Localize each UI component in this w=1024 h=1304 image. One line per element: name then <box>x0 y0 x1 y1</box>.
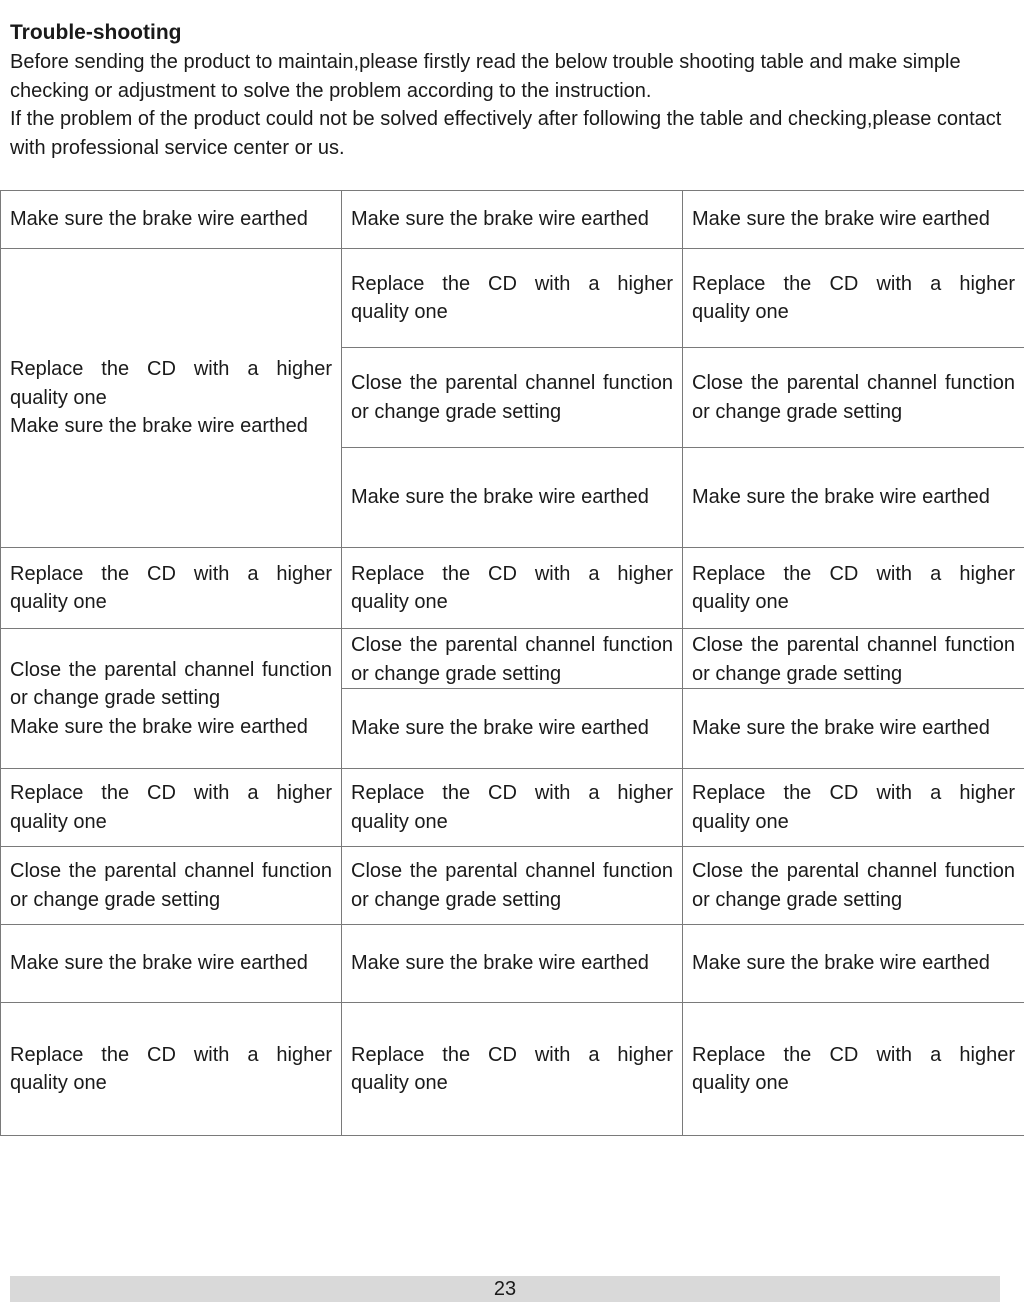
table-cell: Close the parental channel function or change grade setting <box>1 847 342 925</box>
table-row <box>1 629 1024 689</box>
intro-paragraph: Before sending the product to maintain,please firstly read the below trouble shooting table and make simple checking or adjustment to solve the problem according to the instruction. <box>10 51 961 102</box>
table-cell: Replace the CD with a higher quality one <box>683 769 1024 847</box>
table-cell-merged <box>1 629 342 769</box>
table-cell: Close the parental channel function or change grade setting <box>342 847 683 925</box>
table-cell: Close the parental channel function or change grade setting <box>683 348 1024 448</box>
table-cell: Replace the CD with a higher quality one <box>1 548 342 629</box>
table-cell: Replace the CD with a higher quality one <box>683 548 1024 629</box>
table-cell: Replace the CD with a higher quality one <box>683 249 1024 348</box>
table-cell: Replace the CD with a higher quality one <box>342 1003 683 1136</box>
intro-text <box>10 48 1016 162</box>
table-row <box>1 548 1024 629</box>
table-cell: Replace the CD with a higher quality one <box>1 1003 342 1136</box>
table-cell: Replace the CD with a higher quality one <box>342 548 683 629</box>
table-cell: Close the parental channel function or change grade setting <box>683 629 1024 689</box>
table-cell: Replace the CD with a higher quality one <box>342 249 683 348</box>
table-row <box>1 1003 1024 1136</box>
table-cell: Make sure the brake wire earthed <box>342 448 683 548</box>
cell-line: Close the parental channel function or change grade setting <box>10 658 332 710</box>
cell-line: Make sure the brake wire earthed <box>10 715 308 738</box>
table-row <box>1 191 1024 249</box>
table-cell: Make sure the brake wire earthed <box>683 191 1024 249</box>
table-cell: Make sure the brake wire earthed <box>1 925 342 1003</box>
page-footer-bar <box>10 1276 1000 1302</box>
table-cell: Close the parental channel function or change grade setting <box>342 629 683 689</box>
table-cell: Make sure the brake wire earthed <box>342 689 683 769</box>
cell-line: Replace the CD with a higher quality one <box>10 358 332 409</box>
table-cell: Replace the CD with a higher quality one <box>342 769 683 847</box>
cell-line: Make sure the brake wire earthed <box>10 415 308 438</box>
table-row <box>1 847 1024 925</box>
table-cell: Make sure the brake wire earthed <box>683 925 1024 1003</box>
table-row <box>1 925 1024 1003</box>
table-cell: Make sure the brake wire earthed <box>683 448 1024 548</box>
table-row <box>1 769 1024 847</box>
page-number: 23 <box>493 1278 517 1300</box>
table-cell: Replace the CD with a higher quality one <box>1 769 342 847</box>
table-cell: Make sure the brake wire earthed <box>342 925 683 1003</box>
table-cell: Make sure the brake wire earthed <box>342 191 683 249</box>
table-row <box>1 249 1024 348</box>
trouble-shooting-table <box>0 190 1024 1136</box>
table-cell-merged <box>1 249 342 548</box>
page-heading: Trouble-shooting <box>10 21 182 44</box>
table-cell: Close the parental channel function or change grade setting <box>342 348 683 448</box>
table-cell: Make sure the brake wire earthed <box>683 689 1024 769</box>
table-cell: Close the parental channel function or change grade setting <box>683 847 1024 925</box>
table-cell: Replace the CD with a higher quality one <box>683 1003 1024 1136</box>
table-cell: Make sure the brake wire earthed <box>1 191 342 249</box>
intro-paragraph: If the problem of the product could not be solved effectively after following the table and checking,please contact with professional service center or us. <box>10 108 1002 159</box>
